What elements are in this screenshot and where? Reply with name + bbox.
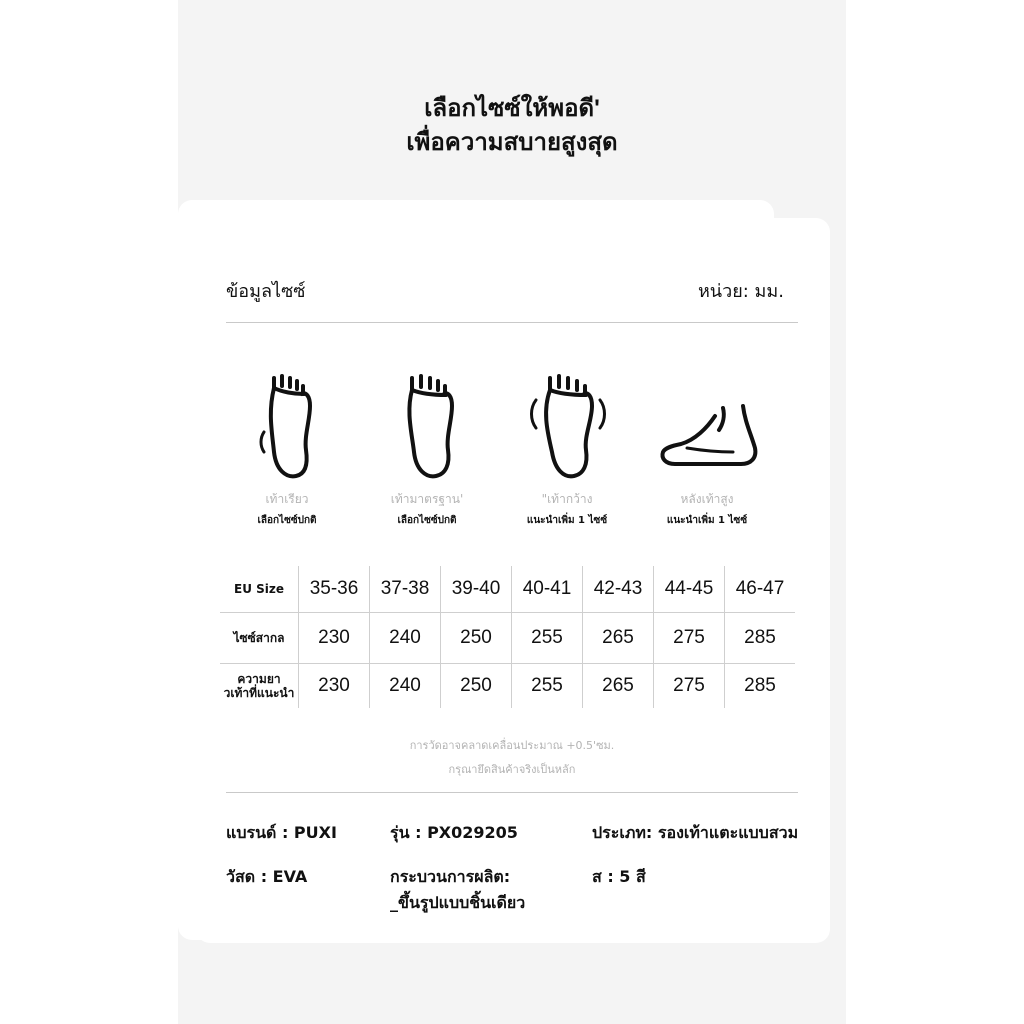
table-cell: 42-43 — [583, 566, 654, 613]
table-cell: 275 — [654, 613, 725, 664]
spec-type: ประเภท: รองเท้าแตะแบบสวม — [592, 823, 799, 842]
wide-foot-icon — [522, 372, 612, 482]
headline-line-2: เพื่อความสบายสูงสุด — [406, 129, 618, 156]
table-cell: 255 — [512, 613, 583, 664]
table-cell: 265 — [583, 613, 654, 664]
foot-type-standard — [362, 372, 492, 528]
row-label-eu-size: EU Size — [220, 566, 299, 613]
table-cell: 44-45 — [654, 566, 725, 613]
narrow-foot-icon — [252, 372, 322, 482]
table-cell: 250 — [441, 664, 512, 709]
size-table — [220, 566, 795, 708]
table-cell: 46-47 — [725, 566, 796, 613]
foot-label-narrow: เท้าเรียว — [265, 492, 309, 506]
table-cell: 285 — [725, 613, 796, 664]
row-label-intl-size: ไซซ์สากล — [220, 613, 299, 664]
table-cell: 285 — [725, 664, 796, 709]
headline — [0, 92, 1024, 160]
foot-label-wide: "เท้ากว้าง — [541, 492, 593, 506]
table-cell: 37-38 — [370, 566, 441, 613]
table-cell: 39-40 — [441, 566, 512, 613]
table-cell: 275 — [654, 664, 725, 709]
table-cell: 255 — [512, 664, 583, 709]
row-label-foot-length-line-1: ความยา — [237, 672, 281, 686]
foot-type-wide — [502, 372, 632, 528]
spec-model: รุ่น : PX029205 — [390, 823, 518, 842]
headline-line-1: เลือกไซซ์ให้พอดี' — [424, 95, 600, 122]
foot-label-standard: เท้ามาตรฐาน' — [390, 492, 464, 506]
foot-advice-wide: แนะนำเพิ่ม 1 ไซซ์ — [526, 515, 608, 526]
standard-foot-icon — [392, 372, 462, 482]
spec-process — [390, 864, 525, 916]
table-cell: 230 — [299, 664, 370, 709]
spec-colors: ส : 5 สี — [592, 867, 646, 886]
row-label-foot-length-line-2: วเท้าที่แนะนำ — [223, 686, 295, 700]
table-cell: 35-36 — [299, 566, 370, 613]
foot-label-high-instep: หลังเท้าสูง — [680, 492, 734, 506]
divider-bottom — [226, 792, 798, 793]
table-cell: 240 — [370, 613, 441, 664]
foot-advice-high-instep: แนะนำเพิ่ม 1 ไซซ์ — [666, 515, 748, 526]
table-row — [220, 613, 795, 664]
foot-type-narrow — [222, 372, 352, 528]
spec-process-line-1: กระบวนการผลิต: — [390, 867, 511, 886]
info-header — [226, 276, 798, 304]
table-cell: 40-41 — [512, 566, 583, 613]
row-label-foot-length — [220, 664, 299, 709]
high-instep-foot-icon — [647, 372, 767, 482]
spec-brand: แบรนด์ : PUXI — [226, 823, 337, 842]
foot-advice-standard: เลือกไซซ์ปกติ — [397, 515, 457, 526]
spec-material: วัสด : EVA — [226, 867, 308, 886]
table-cell: 240 — [370, 664, 441, 709]
table-cell: 265 — [583, 664, 654, 709]
measurement-note: การวัดอาจคลาดเคลื่อนประมาณ +0.5'ซม. — [409, 739, 615, 752]
table-cell: 250 — [441, 613, 512, 664]
table-row — [220, 566, 795, 613]
table-row — [220, 664, 795, 709]
spec-process-line-2: _ขึ้นรูปแบบชิ้นเดียว — [390, 893, 526, 912]
foot-advice-narrow: เลือกไซซ์ปกติ — [257, 515, 317, 526]
foot-type-high-instep — [642, 372, 772, 528]
info-title: ข้อมูลไซซ์ — [226, 281, 306, 302]
unit-label: หน่วย: มม. — [697, 281, 784, 302]
product-note: กรุณายึดสินค้าจริงเป็นหลัก — [448, 763, 576, 776]
table-cell: 230 — [299, 613, 370, 664]
divider-top — [226, 322, 798, 323]
